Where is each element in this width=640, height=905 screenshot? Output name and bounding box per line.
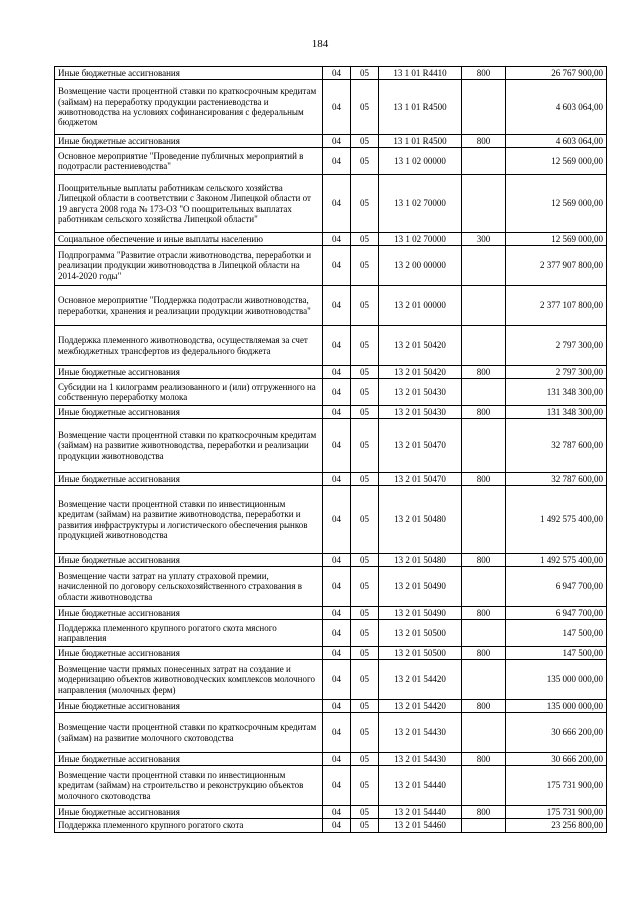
- row-name: Поддержка племенного животноводства, осуществляемая за счет межбюджетных трансфертов из федерального бюджета: [55, 326, 323, 366]
- row-type: [462, 713, 506, 753]
- row-section: 04: [323, 67, 351, 80]
- row-section: 04: [323, 366, 351, 379]
- row-section: 04: [323, 419, 351, 473]
- row-target: 13 2 01 50420: [379, 366, 462, 379]
- row-subsection: 05: [351, 806, 379, 819]
- row-subsection: 05: [351, 753, 379, 766]
- row-type: 800: [462, 647, 506, 660]
- table-row: [55, 326, 607, 366]
- row-amount: 2 797 300,00: [506, 366, 607, 379]
- row-name: Иные бюджетные ассигнования: [55, 607, 323, 620]
- row-name: Возмещение части процентной ставки по инвестиционным кредитам (займам) на строительство и реконструкцию объектов молочного скотоводства: [55, 766, 323, 806]
- row-subsection: 05: [351, 246, 379, 286]
- row-type: [462, 175, 506, 233]
- row-amount: 30 666 200,00: [506, 713, 607, 753]
- table-row: [55, 713, 607, 753]
- row-type: [462, 567, 506, 607]
- row-target: 13 2 01 50470: [379, 419, 462, 473]
- table-row: [55, 67, 607, 80]
- row-amount: 175 731 900,00: [506, 766, 607, 806]
- row-section: 04: [323, 766, 351, 806]
- row-name: Иные бюджетные ассигнования: [55, 67, 323, 80]
- row-subsection: 05: [351, 67, 379, 80]
- row-target: 13 1 01 R4410: [379, 67, 462, 80]
- row-target: 13 2 01 54460: [379, 819, 462, 833]
- row-type: [462, 660, 506, 700]
- row-name: Иные бюджетные ассигнования: [55, 647, 323, 660]
- table-row: [55, 700, 607, 713]
- table-row: [55, 419, 607, 473]
- row-target: 13 2 01 50500: [379, 647, 462, 660]
- row-type: [462, 419, 506, 473]
- row-target: 13 2 01 50490: [379, 567, 462, 607]
- row-target: 13 1 02 70000: [379, 233, 462, 246]
- row-target: 13 2 01 50500: [379, 620, 462, 647]
- row-target: 13 2 01 54420: [379, 700, 462, 713]
- row-section: 04: [323, 700, 351, 713]
- row-section: 04: [323, 486, 351, 554]
- row-name: Возмещение части прямых понесенных затрат на создание и модернизацию объектов животноводческих комплексов молочного направления (молочных ферм): [55, 660, 323, 700]
- row-type: 800: [462, 135, 506, 148]
- row-type: 800: [462, 366, 506, 379]
- row-target: 13 2 01 50480: [379, 486, 462, 554]
- row-target: 13 2 01 50420: [379, 326, 462, 366]
- row-name: Субсидии на 1 килограмм реализованного и (или) отгруженного на собственную переработку молока: [55, 379, 323, 406]
- row-amount: 12 569 000,00: [506, 175, 607, 233]
- row-amount: 6 947 700,00: [506, 567, 607, 607]
- table-row: [55, 554, 607, 567]
- table-row: [55, 148, 607, 175]
- row-target: 13 2 01 54430: [379, 713, 462, 753]
- row-amount: 131 348 300,00: [506, 379, 607, 406]
- row-type: [462, 819, 506, 833]
- row-subsection: 05: [351, 148, 379, 175]
- row-amount: 6 947 700,00: [506, 607, 607, 620]
- row-amount: 32 787 600,00: [506, 419, 607, 473]
- row-name: Иные бюджетные ассигнования: [55, 554, 323, 567]
- row-amount: 131 348 300,00: [506, 406, 607, 419]
- row-amount: 147 500,00: [506, 620, 607, 647]
- row-name: Возмещение части затрат на уплату страховой премии, начисленной по договору сельскохозяйственного страхования в области животноводства: [55, 567, 323, 607]
- row-name: Возмещение части процентной ставки по краткосрочным кредитам (займам) на переработку продукции растениеводства и животноводства на условиях софинансирования с федеральным бюджетом: [55, 80, 323, 135]
- row-amount: 12 569 000,00: [506, 148, 607, 175]
- row-name: Иные бюджетные ассигнования: [55, 473, 323, 486]
- row-target: 13 2 01 54440: [379, 806, 462, 819]
- row-amount: 175 731 900,00: [506, 806, 607, 819]
- row-subsection: 05: [351, 135, 379, 148]
- table-row: [55, 135, 607, 148]
- row-type: 800: [462, 806, 506, 819]
- row-subsection: 05: [351, 567, 379, 607]
- table-row: [55, 473, 607, 486]
- row-type: [462, 326, 506, 366]
- row-section: 04: [323, 607, 351, 620]
- row-type: [462, 246, 506, 286]
- row-type: 800: [462, 753, 506, 766]
- budget-table-body: [55, 67, 607, 833]
- table-row: [55, 286, 607, 326]
- table-row: [55, 379, 607, 406]
- row-type: [462, 486, 506, 554]
- row-name: Социальное обеспечение и иные выплаты населению: [55, 233, 323, 246]
- table-row: [55, 246, 607, 286]
- row-target: 13 2 01 50480: [379, 554, 462, 567]
- row-section: 04: [323, 554, 351, 567]
- row-type: [462, 148, 506, 175]
- table-row: [55, 753, 607, 766]
- row-amount: 1 492 575 400,00: [506, 486, 607, 554]
- row-amount: 135 000 000,00: [506, 660, 607, 700]
- row-type: [462, 286, 506, 326]
- row-section: 04: [323, 246, 351, 286]
- row-section: 04: [323, 660, 351, 700]
- row-target: 13 2 01 50490: [379, 607, 462, 620]
- row-subsection: 05: [351, 660, 379, 700]
- row-target: 13 2 01 54430: [379, 753, 462, 766]
- row-section: 04: [323, 286, 351, 326]
- row-section: 04: [323, 753, 351, 766]
- row-amount: 32 787 600,00: [506, 473, 607, 486]
- row-section: 04: [323, 819, 351, 833]
- row-target: 13 2 01 50430: [379, 406, 462, 419]
- table-row: [55, 366, 607, 379]
- row-amount: 4 603 064,00: [506, 80, 607, 135]
- row-name: Основное мероприятие "Проведение публичных мероприятий в подотрасли растениеводства": [55, 148, 323, 175]
- row-section: 04: [323, 148, 351, 175]
- table-row: [55, 819, 607, 833]
- row-target: 13 1 01 R4500: [379, 80, 462, 135]
- row-name: Поддержка племенного крупного рогатого скота мясного направления: [55, 620, 323, 647]
- row-amount: 30 666 200,00: [506, 753, 607, 766]
- table-row: [55, 806, 607, 819]
- row-subsection: 05: [351, 700, 379, 713]
- row-subsection: 05: [351, 607, 379, 620]
- row-name: Иные бюджетные ассигнования: [55, 700, 323, 713]
- row-name: Иные бюджетные ассигнования: [55, 806, 323, 819]
- row-target: 13 1 02 70000: [379, 175, 462, 233]
- row-target: 13 1 02 00000: [379, 148, 462, 175]
- row-amount: 23 256 800,00: [506, 819, 607, 833]
- row-name: Иные бюджетные ассигнования: [55, 135, 323, 148]
- page-number: 184: [311, 38, 329, 50]
- row-target: 13 2 01 54420: [379, 660, 462, 700]
- row-section: 04: [323, 135, 351, 148]
- row-section: 04: [323, 806, 351, 819]
- row-target: 13 1 01 R4500: [379, 135, 462, 148]
- row-target: 13 2 01 54440: [379, 766, 462, 806]
- row-type: 800: [462, 473, 506, 486]
- row-subsection: 05: [351, 620, 379, 647]
- row-subsection: 05: [351, 233, 379, 246]
- row-subsection: 05: [351, 419, 379, 473]
- row-subsection: 05: [351, 379, 379, 406]
- row-type: [462, 80, 506, 135]
- row-target: 13 2 01 50430: [379, 379, 462, 406]
- row-subsection: 05: [351, 554, 379, 567]
- row-section: 04: [323, 80, 351, 135]
- table-row: [55, 406, 607, 419]
- row-section: 04: [323, 406, 351, 419]
- row-type: [462, 620, 506, 647]
- row-section: 04: [323, 567, 351, 607]
- row-section: 04: [323, 473, 351, 486]
- table-row: [55, 233, 607, 246]
- row-subsection: 05: [351, 647, 379, 660]
- row-name: Поддержка племенного крупного рогатого скота: [55, 819, 323, 833]
- row-subsection: 05: [351, 80, 379, 135]
- row-target: 13 2 01 50470: [379, 473, 462, 486]
- row-name: Поощрительные выплаты работникам сельского хозяйства Липецкой области в соответствии с Законом Липецкой области от 19 августа 2008 года № 173-ОЗ "О поощрительных выплатах работникам сельского хозяйства Липецкой области": [55, 175, 323, 233]
- budget-table: [54, 66, 607, 833]
- row-name: Иные бюджетные ассигнования: [55, 406, 323, 419]
- row-section: 04: [323, 379, 351, 406]
- table-row: [55, 620, 607, 647]
- table-row: [55, 567, 607, 607]
- row-amount: 2 377 907 800,00: [506, 246, 607, 286]
- row-amount: 2 797 300,00: [506, 326, 607, 366]
- row-type: [462, 766, 506, 806]
- row-name: Иные бюджетные ассигнования: [55, 366, 323, 379]
- table-row: [55, 647, 607, 660]
- table-row: [55, 660, 607, 700]
- row-name: Возмещение части процентной ставки по краткосрочным кредитам (займам) на развитие молочного скотоводства: [55, 713, 323, 753]
- row-subsection: 05: [351, 366, 379, 379]
- row-subsection: 05: [351, 819, 379, 833]
- row-section: 04: [323, 233, 351, 246]
- table-row: [55, 486, 607, 554]
- row-amount: 1 492 575 400,00: [506, 554, 607, 567]
- row-subsection: 05: [351, 713, 379, 753]
- row-type: 800: [462, 554, 506, 567]
- row-subsection: 05: [351, 486, 379, 554]
- table-row: [55, 80, 607, 135]
- row-target: 13 2 01 00000: [379, 286, 462, 326]
- row-section: 04: [323, 647, 351, 660]
- row-section: 04: [323, 713, 351, 753]
- row-section: 04: [323, 175, 351, 233]
- row-name: Иные бюджетные ассигнования: [55, 753, 323, 766]
- row-subsection: 05: [351, 766, 379, 806]
- row-amount: 2 377 107 800,00: [506, 286, 607, 326]
- table-row: [55, 766, 607, 806]
- row-amount: 26 767 900,00: [506, 67, 607, 80]
- row-target: 13 2 00 00000: [379, 246, 462, 286]
- row-type: 800: [462, 700, 506, 713]
- row-subsection: 05: [351, 286, 379, 326]
- row-type: [462, 379, 506, 406]
- table-row: [55, 607, 607, 620]
- row-section: 04: [323, 620, 351, 647]
- row-type: 800: [462, 406, 506, 419]
- row-name: Возмещение части процентной ставки по инвестиционным кредитам (займам) на развитие животноводства, переработки и развития инфраструктуры и логистического обеспечения рынков продукцией животноводства: [55, 486, 323, 554]
- row-amount: 4 603 064,00: [506, 135, 607, 148]
- row-type: 800: [462, 67, 506, 80]
- row-type: 800: [462, 607, 506, 620]
- row-name: Возмещение части процентной ставки по краткосрочным кредитам (займам) на развитие животноводства, переработки и реализации продукции животноводства: [55, 419, 323, 473]
- row-name: Подпрограмма "Развитие отрасли животноводства, переработки и реализации продукции животноводства в Липецкой области на 2014-2020 годы": [55, 246, 323, 286]
- row-name: Основное мероприятие "Поддержка подотрасли животноводства, переработки, хранения и реализации продукции животноводства": [55, 286, 323, 326]
- row-amount: 12 569 000,00: [506, 233, 607, 246]
- row-subsection: 05: [351, 473, 379, 486]
- row-subsection: 05: [351, 326, 379, 366]
- row-amount: 147 500,00: [506, 647, 607, 660]
- row-amount: 135 000 000,00: [506, 700, 607, 713]
- table-row: [55, 175, 607, 233]
- row-section: 04: [323, 326, 351, 366]
- row-type: 300: [462, 233, 506, 246]
- row-subsection: 05: [351, 406, 379, 419]
- row-subsection: 05: [351, 175, 379, 233]
